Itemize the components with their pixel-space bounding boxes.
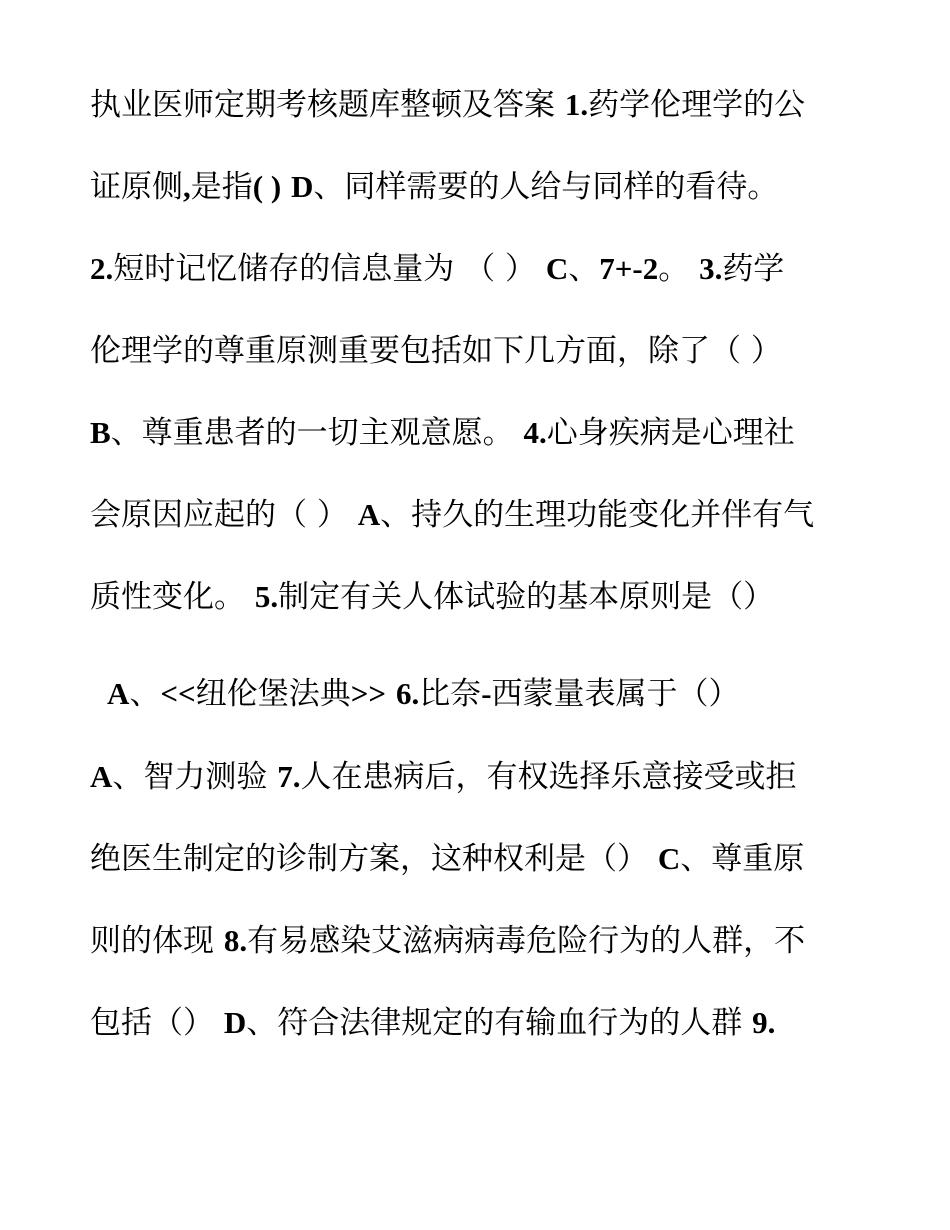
text-run	[281, 169, 291, 205]
text-run: 心身疾病是心理社	[546, 415, 795, 451]
bold-text-run: D	[223, 1005, 247, 1040]
text-run: 药学	[722, 251, 785, 287]
bold-text-run: 7.	[277, 759, 301, 794]
text-run: 、持久的生理功能变化并伴有气	[380, 497, 815, 533]
text-run: 、符合法律规定的有输血行为的人群	[246, 1005, 753, 1041]
text-run: 包括（）	[90, 1005, 224, 1041]
text-run: 、同样需要的人给与同样的看待。	[313, 169, 779, 205]
text-run: 证原侧	[90, 169, 183, 205]
bold-text-run: 2.	[90, 251, 114, 286]
text-run: 伦理学的尊重原测重要包括如下几方面，除了（ ）	[90, 333, 782, 369]
text-line-2	[90, 167, 890, 207]
text-run: 比奈	[419, 676, 482, 712]
text-run: 制定有关人体试验的基本原则是（）	[278, 579, 775, 615]
text-run: 执业医师定期考核题库整顿及答案	[90, 87, 565, 123]
bold-text-run: C	[657, 841, 681, 876]
bold-text-run: C	[545, 251, 569, 286]
text-run: 是指	[190, 169, 253, 205]
text-run: 、	[568, 251, 600, 287]
bold-text-run: B	[90, 415, 111, 450]
text-line-6	[90, 495, 890, 535]
bold-text-run: ,	[183, 169, 191, 204]
bold-text-run: A	[107, 676, 130, 711]
text-line-8	[107, 674, 907, 714]
text-run: 绝医生制定的诊制方案，这种权利是（）	[90, 841, 658, 877]
bold-text-run: 3.	[699, 251, 723, 286]
text-line-5	[90, 413, 890, 453]
bold-text-run: A	[90, 759, 113, 794]
bold-text-run: >>	[350, 676, 387, 711]
bold-text-run: A	[357, 497, 381, 532]
text-run: 短时记忆储存的信息量为 （ ）	[113, 251, 546, 287]
text-run	[386, 676, 396, 712]
text-run: 纽伦堡法典	[195, 676, 351, 712]
text-run: 西蒙量表属于（）	[491, 676, 740, 712]
bold-text-run: 9.	[752, 1005, 776, 1040]
text-run: 药学伦理学的公	[588, 87, 806, 123]
bold-text-run: 6.	[395, 676, 420, 711]
text-line-4	[90, 331, 890, 371]
text-line-7	[90, 577, 890, 617]
bold-text-run: ( )	[252, 169, 282, 204]
text-line-11	[90, 921, 890, 961]
text-run: 、尊重患者的一切主观意愿。	[110, 415, 524, 451]
bold-text-run: 7+-2	[599, 251, 659, 286]
text-line-1	[90, 85, 890, 125]
bold-text-run: -	[481, 676, 492, 711]
text-run: 会原因应起的（ ）	[90, 497, 358, 533]
bold-text-run: 8.	[223, 923, 248, 958]
text-run: 、	[129, 676, 161, 712]
text-line-3	[90, 249, 890, 289]
bold-text-run: D	[291, 169, 314, 204]
text-run: 人在患病后，有权选择乐意接受或拒	[300, 759, 797, 795]
text-line-10	[90, 839, 890, 879]
bold-text-run: 4.	[523, 415, 547, 450]
bold-text-run: 1.	[564, 87, 589, 122]
text-line-9	[90, 757, 890, 797]
text-line-12	[90, 1003, 890, 1043]
bold-text-run: <<	[160, 676, 196, 711]
text-run: 则的体现	[90, 923, 224, 959]
text-run: 、尊重原	[680, 841, 805, 877]
bold-text-run: 5.	[254, 579, 279, 614]
text-run: 有易感染艾滋病病毒危险行为的人群，不	[247, 923, 806, 959]
text-run: 质性变化。	[90, 579, 255, 615]
text-run: 、智力测验	[112, 759, 278, 795]
text-run: 。	[658, 251, 700, 287]
